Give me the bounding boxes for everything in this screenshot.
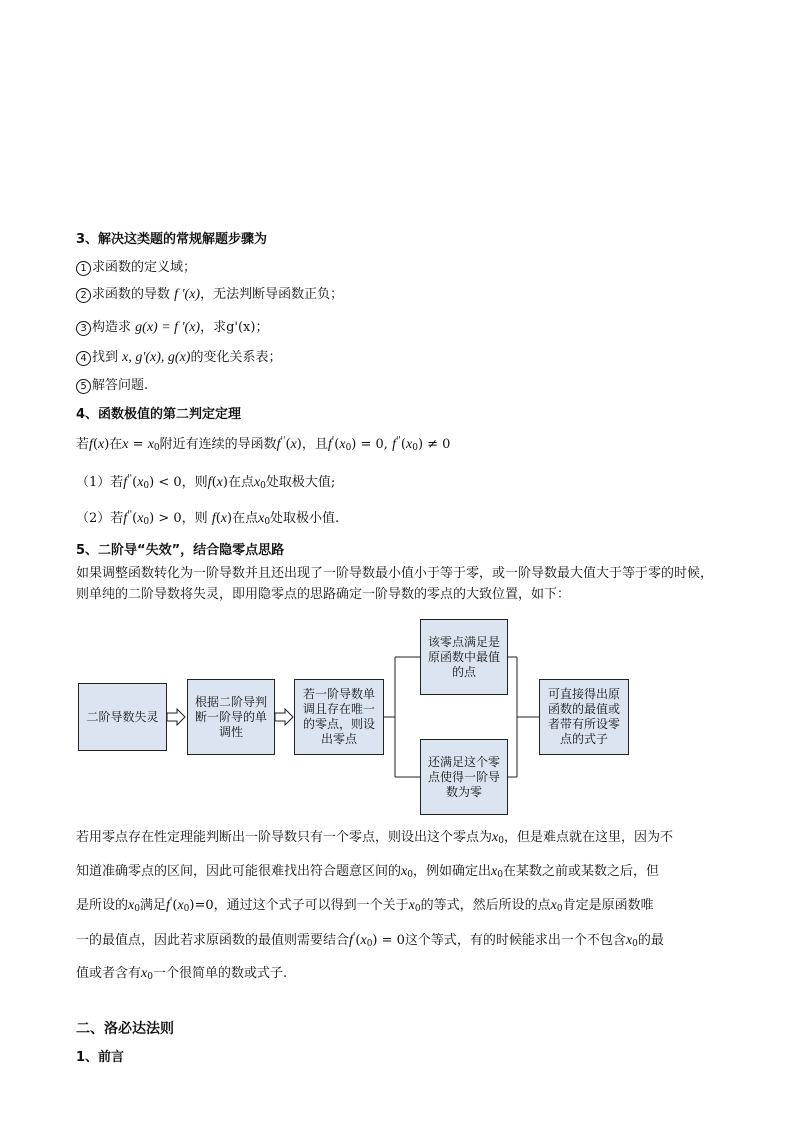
text: ，则 bbox=[181, 511, 208, 526]
theorem-case-2: （2）若$f''(x_0) > 0$，则 f(x)在点$x_0$处取极小值. bbox=[76, 510, 340, 527]
theorem-intro: 若f(x)在$x = x_0$附近有连续的导函数f''(x)，且$f'(x_0) = 0$, $f''(x_0) \ne 0$ bbox=[76, 436, 451, 453]
step-math: g(x) = f '(x) bbox=[135, 320, 201, 335]
text: 值或者含有 bbox=[76, 966, 142, 981]
flow-box-set-zero-point: 若一阶导数单调且存在唯一的零点，则设出零点 bbox=[294, 679, 384, 755]
flow-box-extreme-point: 该零点满足是原函数中最值的点 bbox=[420, 619, 508, 695]
step-text: 找到 bbox=[92, 350, 119, 365]
text: 的最 bbox=[637, 933, 664, 948]
flow-box-derivative-zero: 还满足这个零点使得一阶导数为零 bbox=[420, 739, 508, 815]
text: 肯定是原函数唯 bbox=[562, 898, 654, 913]
section5-title: 5、二阶导“失效”，结合隐零点思路 bbox=[76, 543, 285, 558]
math-f2x: f bbox=[276, 437, 281, 452]
text: 满足 bbox=[139, 898, 166, 913]
part2-title: 二、洛必达法则 bbox=[76, 1021, 174, 1037]
text: 若 bbox=[76, 437, 90, 452]
arrow-icon bbox=[167, 709, 185, 725]
circled-number: 2 bbox=[76, 288, 91, 303]
text: 处取极小值. bbox=[270, 511, 340, 526]
para2-line1: 若用零点存在性定理能判断出一阶导数只有一个零点，则设出这个零点为$x_0$，但是难点就在这里，因为不 bbox=[76, 830, 673, 846]
circled-number: 1 bbox=[76, 261, 91, 276]
step-math: f '(x) bbox=[174, 287, 201, 302]
arrow-icon bbox=[275, 709, 293, 725]
math-cond1: f bbox=[123, 475, 128, 490]
text: 在点 bbox=[232, 511, 259, 526]
section4-title: 4、函数极值的第二判定定理 bbox=[76, 407, 242, 422]
flow-box-second-derivative-fails: 二阶导数失灵 bbox=[78, 683, 167, 751]
circled-number: 3 bbox=[76, 321, 91, 336]
text: （1）若 bbox=[76, 475, 124, 490]
para2-line5: 值或者含有$x_0$一个很简单的数或式子. bbox=[76, 966, 288, 982]
text: ，但是难点就在这里，因为不 bbox=[503, 830, 673, 845]
circled-number: 4 bbox=[76, 351, 91, 366]
text: ，且 bbox=[301, 437, 328, 452]
theorem-case-1: （1）若$f''(x_0) < 0$，则f(x)在点$x_0$处取极大值; bbox=[76, 474, 336, 491]
step-text-post: ，无法判断导函数正负； bbox=[200, 287, 344, 302]
step-text-post: 的变化关系表； bbox=[190, 350, 282, 365]
text: （2）若 bbox=[76, 511, 124, 526]
step-text: 求函数的导数 bbox=[92, 287, 171, 302]
text: 知道准确零点的区间，因此可能很难找出符合题意区间的 bbox=[76, 864, 402, 879]
text: 的等式，然后所设的点 bbox=[420, 898, 551, 913]
section5-paragraph: 如果调整函数转化为一阶导数并且还出现了一阶导数最小值小于等于零，或一阶导数最大值大于等于零的时候，则单纯的二阶导数将失灵，即用隐零点的思路确定一阶导数的零点的大致位置，如下： bbox=[76, 566, 714, 602]
text: 在 bbox=[109, 437, 123, 452]
math-x-eq-x0: x bbox=[122, 437, 129, 452]
text: ，则 bbox=[181, 475, 208, 490]
text: 附近有连续的导函数 bbox=[159, 437, 277, 452]
part2-sub1: 1、前言 bbox=[76, 1050, 125, 1065]
step-text-post: ，求g'(x)； bbox=[200, 320, 269, 335]
math-fx: f bbox=[89, 437, 93, 452]
math-cond2: f bbox=[123, 511, 128, 526]
text: 处取极大值; bbox=[265, 475, 336, 490]
text: 若用零点存在性定理能判断出一阶导数只有一个零点，则设出这个零点为 bbox=[76, 830, 493, 845]
text: 一个很简单的数或式子. bbox=[152, 966, 288, 981]
text: 一的最值点，因此若求原函数的最值则需要结合 bbox=[76, 933, 350, 948]
text: 是所设的 bbox=[76, 898, 129, 913]
text: 在某数之前或某数之后，但 bbox=[502, 864, 659, 879]
para2-line3: 是所设的$x_0$满足$f'(x_0)=0$，通过这个式子可以得到一个关于$x_0$的等式，然后所设的点$x_0$肯定是原函数唯 bbox=[76, 897, 654, 914]
flow-box-judge-monotonic: 根据二阶导判断一阶导的单调性 bbox=[187, 679, 275, 755]
circled-number: 5 bbox=[76, 379, 91, 394]
text: ，例如确定出 bbox=[412, 864, 491, 879]
section3-title: 3、解决这类题的常规解题步骤为 bbox=[76, 232, 268, 247]
para2-line2: 知道准确零点的区间，因此可能很难找出符合题意区间的$x_0$，例如确定出$x_0$在某数之前或某数之后，但 bbox=[76, 864, 659, 880]
step-text: 构造求 bbox=[92, 320, 132, 335]
flow-box-get-extreme: 可直接得出原函数的最值或者带有所设零点的式子 bbox=[539, 679, 629, 755]
text: =0，通过这个式子可以得到一个关于 bbox=[194, 898, 409, 913]
step-math: x, g'(x), g(x) bbox=[122, 350, 191, 365]
para2-line4: 一的最值点，因此若求原函数的最值则需要结合$f'(x_0) = 0$这个等式，有的时候能求出一个不包含$x_0$的最 bbox=[76, 932, 664, 949]
math-conditions: f bbox=[327, 437, 332, 452]
step-text: 求函数的定义域； bbox=[92, 260, 197, 275]
text: 在点 bbox=[227, 475, 254, 490]
text: 这个等式，有的时候能求出一个不包含 bbox=[404, 933, 626, 948]
step-text: 解答问题. bbox=[92, 378, 149, 393]
